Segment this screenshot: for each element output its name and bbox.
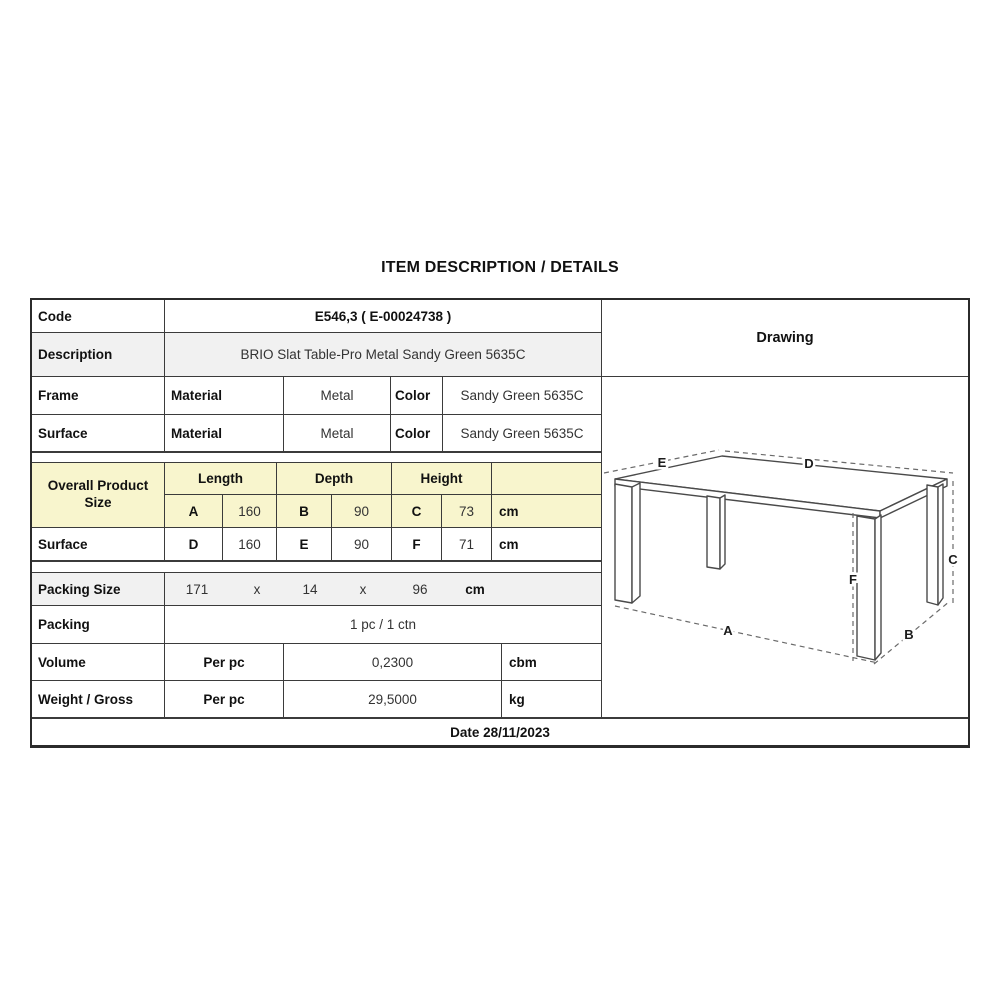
frame-row bbox=[32, 377, 601, 415]
overall-size-values-row bbox=[165, 495, 601, 527]
surface-color-label: Color bbox=[391, 415, 443, 451]
dim-label-c: C bbox=[948, 552, 958, 567]
packing-size-unit: cm bbox=[465, 581, 485, 597]
surface-row bbox=[32, 415, 601, 452]
dim-label-e: E bbox=[657, 455, 667, 470]
dim-unit: cm bbox=[499, 503, 519, 519]
packing-size-height: 96 bbox=[412, 581, 428, 597]
date-row bbox=[32, 717, 968, 745]
packing-size-sep: x bbox=[253, 581, 261, 597]
surface-material-value: Metal bbox=[284, 415, 391, 451]
dim-label-b: B bbox=[904, 627, 914, 642]
back-leg bbox=[707, 496, 720, 569]
volume-qualifier: Per pc bbox=[165, 644, 284, 680]
spec-left-section bbox=[32, 300, 601, 717]
packing-label: Packing bbox=[32, 606, 165, 643]
drawing-column bbox=[601, 300, 968, 717]
front-left-leg bbox=[615, 484, 632, 603]
rear-right-leg-side bbox=[938, 484, 943, 605]
packing-size-label: Packing Size bbox=[32, 573, 165, 605]
page-title: ITEM DESCRIPTION / DETAILS bbox=[381, 259, 619, 276]
packing-size-row bbox=[32, 573, 601, 606]
spec-table bbox=[30, 298, 970, 748]
dim-b-value: 90 bbox=[332, 495, 392, 527]
packing-size-length: 171 bbox=[185, 581, 209, 597]
dim-b-key: B bbox=[277, 495, 332, 527]
rear-right-leg bbox=[927, 485, 938, 605]
code-row bbox=[32, 300, 601, 333]
surface-size-unit: cm bbox=[499, 536, 519, 552]
surface-size-row bbox=[32, 528, 601, 561]
front-right-leg-side bbox=[875, 515, 881, 660]
overall-size-block bbox=[32, 463, 601, 528]
dim-a-value: 160 bbox=[223, 495, 277, 527]
surface-material-label: Material bbox=[165, 415, 284, 451]
overall-size-label: Overall Product Size bbox=[32, 463, 165, 527]
dim-label-f: F bbox=[849, 572, 857, 587]
frame-label: Frame bbox=[32, 377, 165, 414]
front-left-leg-side bbox=[632, 483, 640, 603]
dim-label-a: A bbox=[723, 623, 733, 638]
dim-d-value: 160 bbox=[223, 528, 277, 560]
overall-size-header-empty-cell bbox=[492, 463, 601, 494]
volume-label: Volume bbox=[32, 644, 165, 680]
packing-row bbox=[32, 606, 601, 644]
dim-line-a bbox=[615, 606, 878, 663]
volume-unit: cbm bbox=[509, 654, 537, 670]
dim-f-value: 71 bbox=[442, 528, 492, 560]
dim-f-key: F bbox=[392, 528, 442, 560]
overall-size-header-row bbox=[165, 463, 601, 495]
volume-row bbox=[32, 644, 601, 681]
weight-label: Weight / Gross bbox=[32, 681, 165, 717]
dim-d-key: D bbox=[165, 528, 223, 560]
packing-value: 1 pc / 1 ctn bbox=[349, 617, 417, 632]
length-column-header: Length bbox=[165, 463, 277, 494]
drawing-header: Drawing bbox=[602, 300, 968, 377]
dim-c-value: 73 bbox=[442, 495, 492, 527]
frame-material-value: Metal bbox=[284, 377, 391, 414]
weight-value: 29,5000 bbox=[284, 681, 502, 717]
dim-label-d: D bbox=[804, 456, 814, 471]
table-drawing bbox=[602, 377, 969, 716]
dim-e-value: 90 bbox=[332, 528, 392, 560]
dim-e-key: E bbox=[277, 528, 332, 560]
back-leg-side bbox=[720, 495, 725, 569]
height-column-header: Height bbox=[392, 463, 492, 494]
volume-value: 0,2300 bbox=[284, 644, 502, 680]
section-divider bbox=[32, 452, 601, 463]
date-value: Date 28/11/2023 bbox=[450, 724, 550, 740]
depth-column-header: Depth bbox=[277, 463, 392, 494]
frame-color-value: Sandy Green 5635C bbox=[460, 388, 584, 403]
surface-size-label: Surface bbox=[32, 528, 165, 560]
description-label: Description bbox=[32, 333, 165, 376]
packing-size-sep: x bbox=[359, 581, 367, 597]
frame-material-label: Material bbox=[165, 377, 284, 414]
front-right-leg bbox=[857, 516, 875, 660]
surface-color-value: Sandy Green 5635C bbox=[460, 425, 584, 441]
weight-row bbox=[32, 681, 601, 717]
surface-label: Surface bbox=[32, 415, 165, 451]
frame-color-label: Color bbox=[391, 377, 443, 414]
packing-size-values bbox=[165, 573, 601, 605]
weight-unit: kg bbox=[509, 691, 525, 707]
section-divider bbox=[32, 561, 601, 573]
packing-size-depth: 14 bbox=[302, 581, 318, 597]
drawing-area bbox=[602, 377, 968, 717]
dim-c-key: C bbox=[392, 495, 442, 527]
weight-qualifier: Per pc bbox=[165, 681, 284, 717]
description-row bbox=[32, 333, 601, 377]
dim-a-key: A bbox=[165, 495, 223, 527]
code-label: Code bbox=[32, 300, 165, 332]
code-value: E546,3 ( E-00024738 ) bbox=[314, 308, 452, 324]
description-value: BRIO Slat Table-Pro Metal Sandy Green 5635C bbox=[240, 347, 526, 362]
